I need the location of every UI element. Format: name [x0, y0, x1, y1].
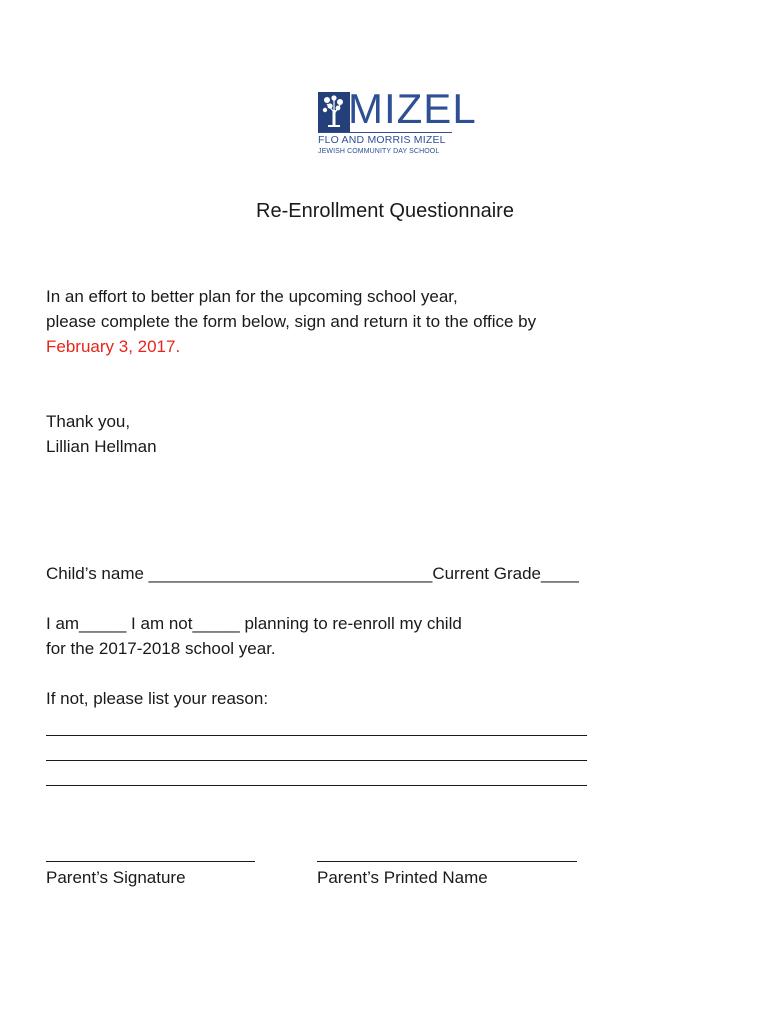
- printed-name-line[interactable]: [317, 861, 577, 862]
- logo-wordmark: MIZEL: [348, 85, 477, 132]
- thank-you-text: Thank you,: [46, 412, 131, 431]
- deadline-date: February 3, 2017.: [46, 337, 181, 356]
- reason-line-1[interactable]: [46, 735, 587, 736]
- logo-subtitle: FLO AND MORRIS MIZEL: [318, 134, 446, 146]
- signature-label: Parent’s Signature: [46, 868, 186, 887]
- reason-label: If not, please list your reason:: [46, 689, 269, 708]
- page-title: Re-Enrollment Questionnaire: [256, 200, 514, 222]
- enroll-choice-field[interactable]: I am_____ I am not_____ planning to re-enroll my child: [46, 614, 462, 633]
- reason-line-2[interactable]: [46, 760, 587, 761]
- reason-line-3[interactable]: [46, 785, 587, 786]
- school-year-text: for the 2017-2018 school year.: [46, 639, 276, 658]
- logo-divider: [318, 132, 452, 133]
- school-logo: [318, 85, 477, 162]
- signature-line[interactable]: [46, 861, 255, 862]
- sender-name: Lillian Hellman: [46, 437, 157, 456]
- tree-icon: [318, 92, 350, 132]
- logo-tagline: JEWISH COMMUNITY DAY SCHOOL: [318, 148, 440, 155]
- child-name-grade-field[interactable]: Child’s name ______________________________Current Grade____: [46, 564, 579, 583]
- intro-line-2: please complete the form below, sign and return it to the office by: [46, 312, 537, 331]
- printed-name-label: Parent’s Printed Name: [317, 868, 488, 887]
- intro-line-1: In an effort to better plan for the upcoming school year,: [46, 287, 458, 306]
